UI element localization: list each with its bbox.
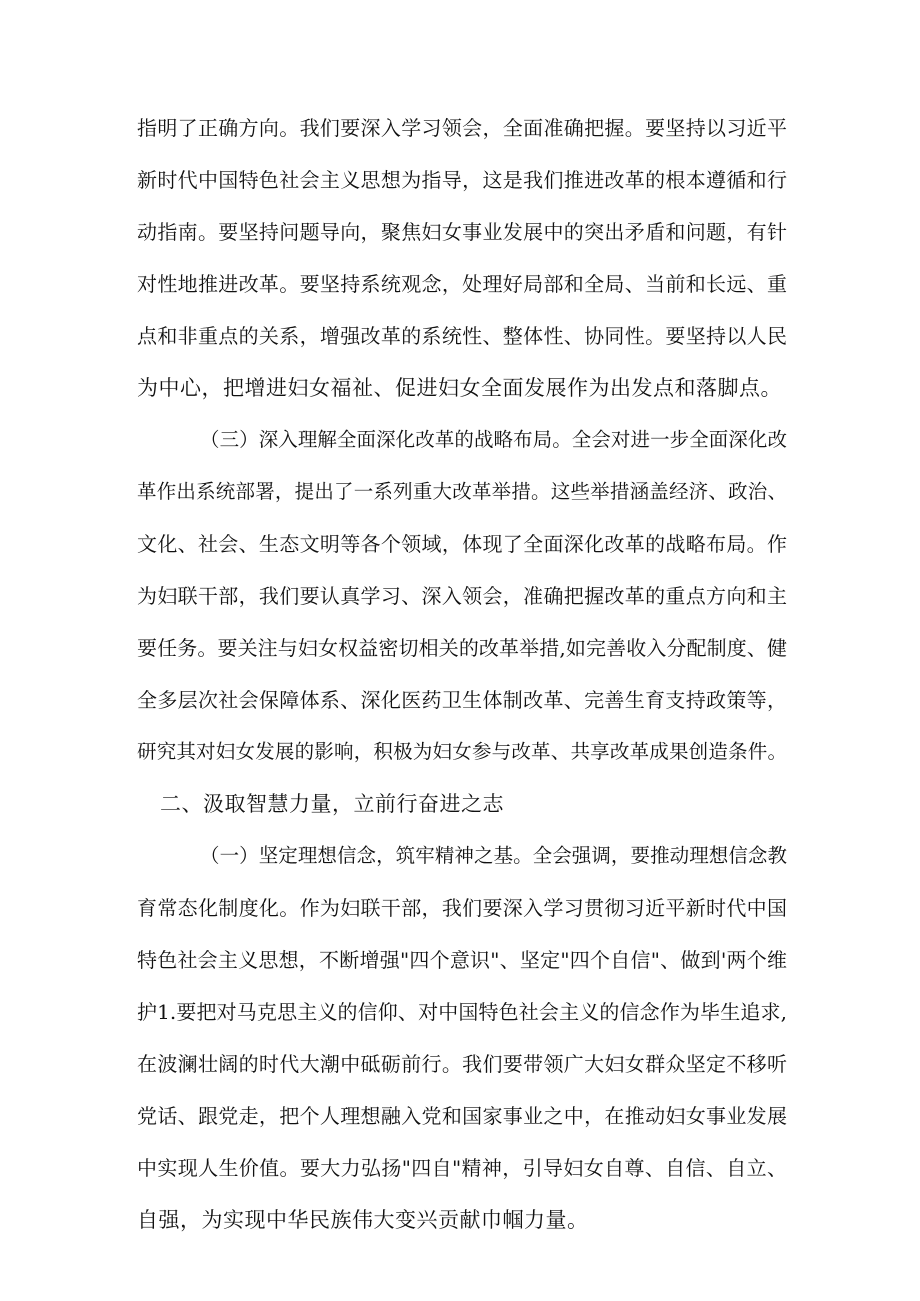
paragraph-1-line-2: 新时代中国特色社会主义思想为指导，这是我们推进改革的根本遵循和行 bbox=[137, 168, 787, 192]
paragraph-2-line-5: 要任务。要关注与妇女权益密切相关的改革举措,如完善收入分配制度、健 bbox=[137, 636, 787, 660]
paragraph-3-line-5: 在波澜壮阔的时代大潮中砥砺前行。我们要带领广大妇女群众坚定不移听 bbox=[137, 1052, 787, 1076]
paragraph-2-line-7: 研究其对妇女发展的影响，积极为妇女参与改革、共享改革成果创造条件。 bbox=[137, 740, 787, 763]
paragraph-3-line-3: 特色社会主义思想，不断增强"四个意识"、坚定"四个自信"、做到'两个维 bbox=[137, 948, 787, 972]
paragraph-1-line-3: 动指南。要坚持问题导向，聚焦妇女事业发展中的突出矛盾和问题，有针 bbox=[137, 220, 787, 244]
paragraph-2-line-2: 革作出系统部署，提出了一系列重大改革举措。这些举措涵盖经济、政治、 bbox=[137, 480, 787, 503]
paragraph-3-line-8: 自强，为实现中华民族伟大变兴贡献巾帼力量。 bbox=[137, 1208, 589, 1232]
paragraph-3-line-1: （一）坚定理想信念，筑牢精神之基。全会强调，要推动理想信念教 bbox=[200, 844, 787, 867]
paragraph-2-line-6: 全多层次社会保障体系、深化医药卫生体制改革、完善生育支持政策等， bbox=[137, 688, 787, 712]
paragraph-3-line-6: 党话、跟党走，把个人理想融入党和国家事业之中，在推动妇女事业发展 bbox=[137, 1104, 787, 1128]
paragraph-2-line-4: 为妇联干部，我们要认真学习、深入领会，准确把握改革的重点方向和主 bbox=[137, 584, 787, 608]
paragraph-1-line-4: 对性地推进改革。要坚持系统观念，处理好局部和全局、当前和长远、重 bbox=[137, 272, 787, 296]
paragraph-1-line-6: 为中心，把增进妇女福祉、促进妇女全面发展作为出发点和落脚点。 bbox=[137, 376, 782, 400]
paragraph-3-line-4: 护1.要把对马克思主义的信仰、对中国特色社会主义的信念作为毕生追求, bbox=[137, 1000, 787, 1024]
paragraph-2-line-1: （三）深入理解全面深化改革的战略布局。全会对进一步全面深化改 bbox=[200, 428, 787, 451]
paragraph-2-line-3: 文化、社会、生态文明等各个领域，体现了全面深化改革的战略布局。作 bbox=[137, 532, 787, 556]
paragraph-1-line-1: 指明了正确方向。我们要深入学习领会，全面准确把握。要坚持以习近平 bbox=[137, 116, 787, 140]
paragraph-3-line-2: 育常态化制度化。作为妇联干部，我们要深入学习贯彻习近平新时代中国 bbox=[137, 896, 787, 920]
paragraph-3-line-7: 中实现人生价值。要大力弘扬"四自"精神，引导妇女自尊、自信、自立、 bbox=[137, 1156, 787, 1180]
section-heading: 二、汲取智慧力量，立前行奋进之志 bbox=[160, 792, 504, 816]
paragraph-1-line-5: 点和非重点的关系，增强改革的系统性、整体性、协同性。要坚持以人民 bbox=[137, 324, 787, 348]
